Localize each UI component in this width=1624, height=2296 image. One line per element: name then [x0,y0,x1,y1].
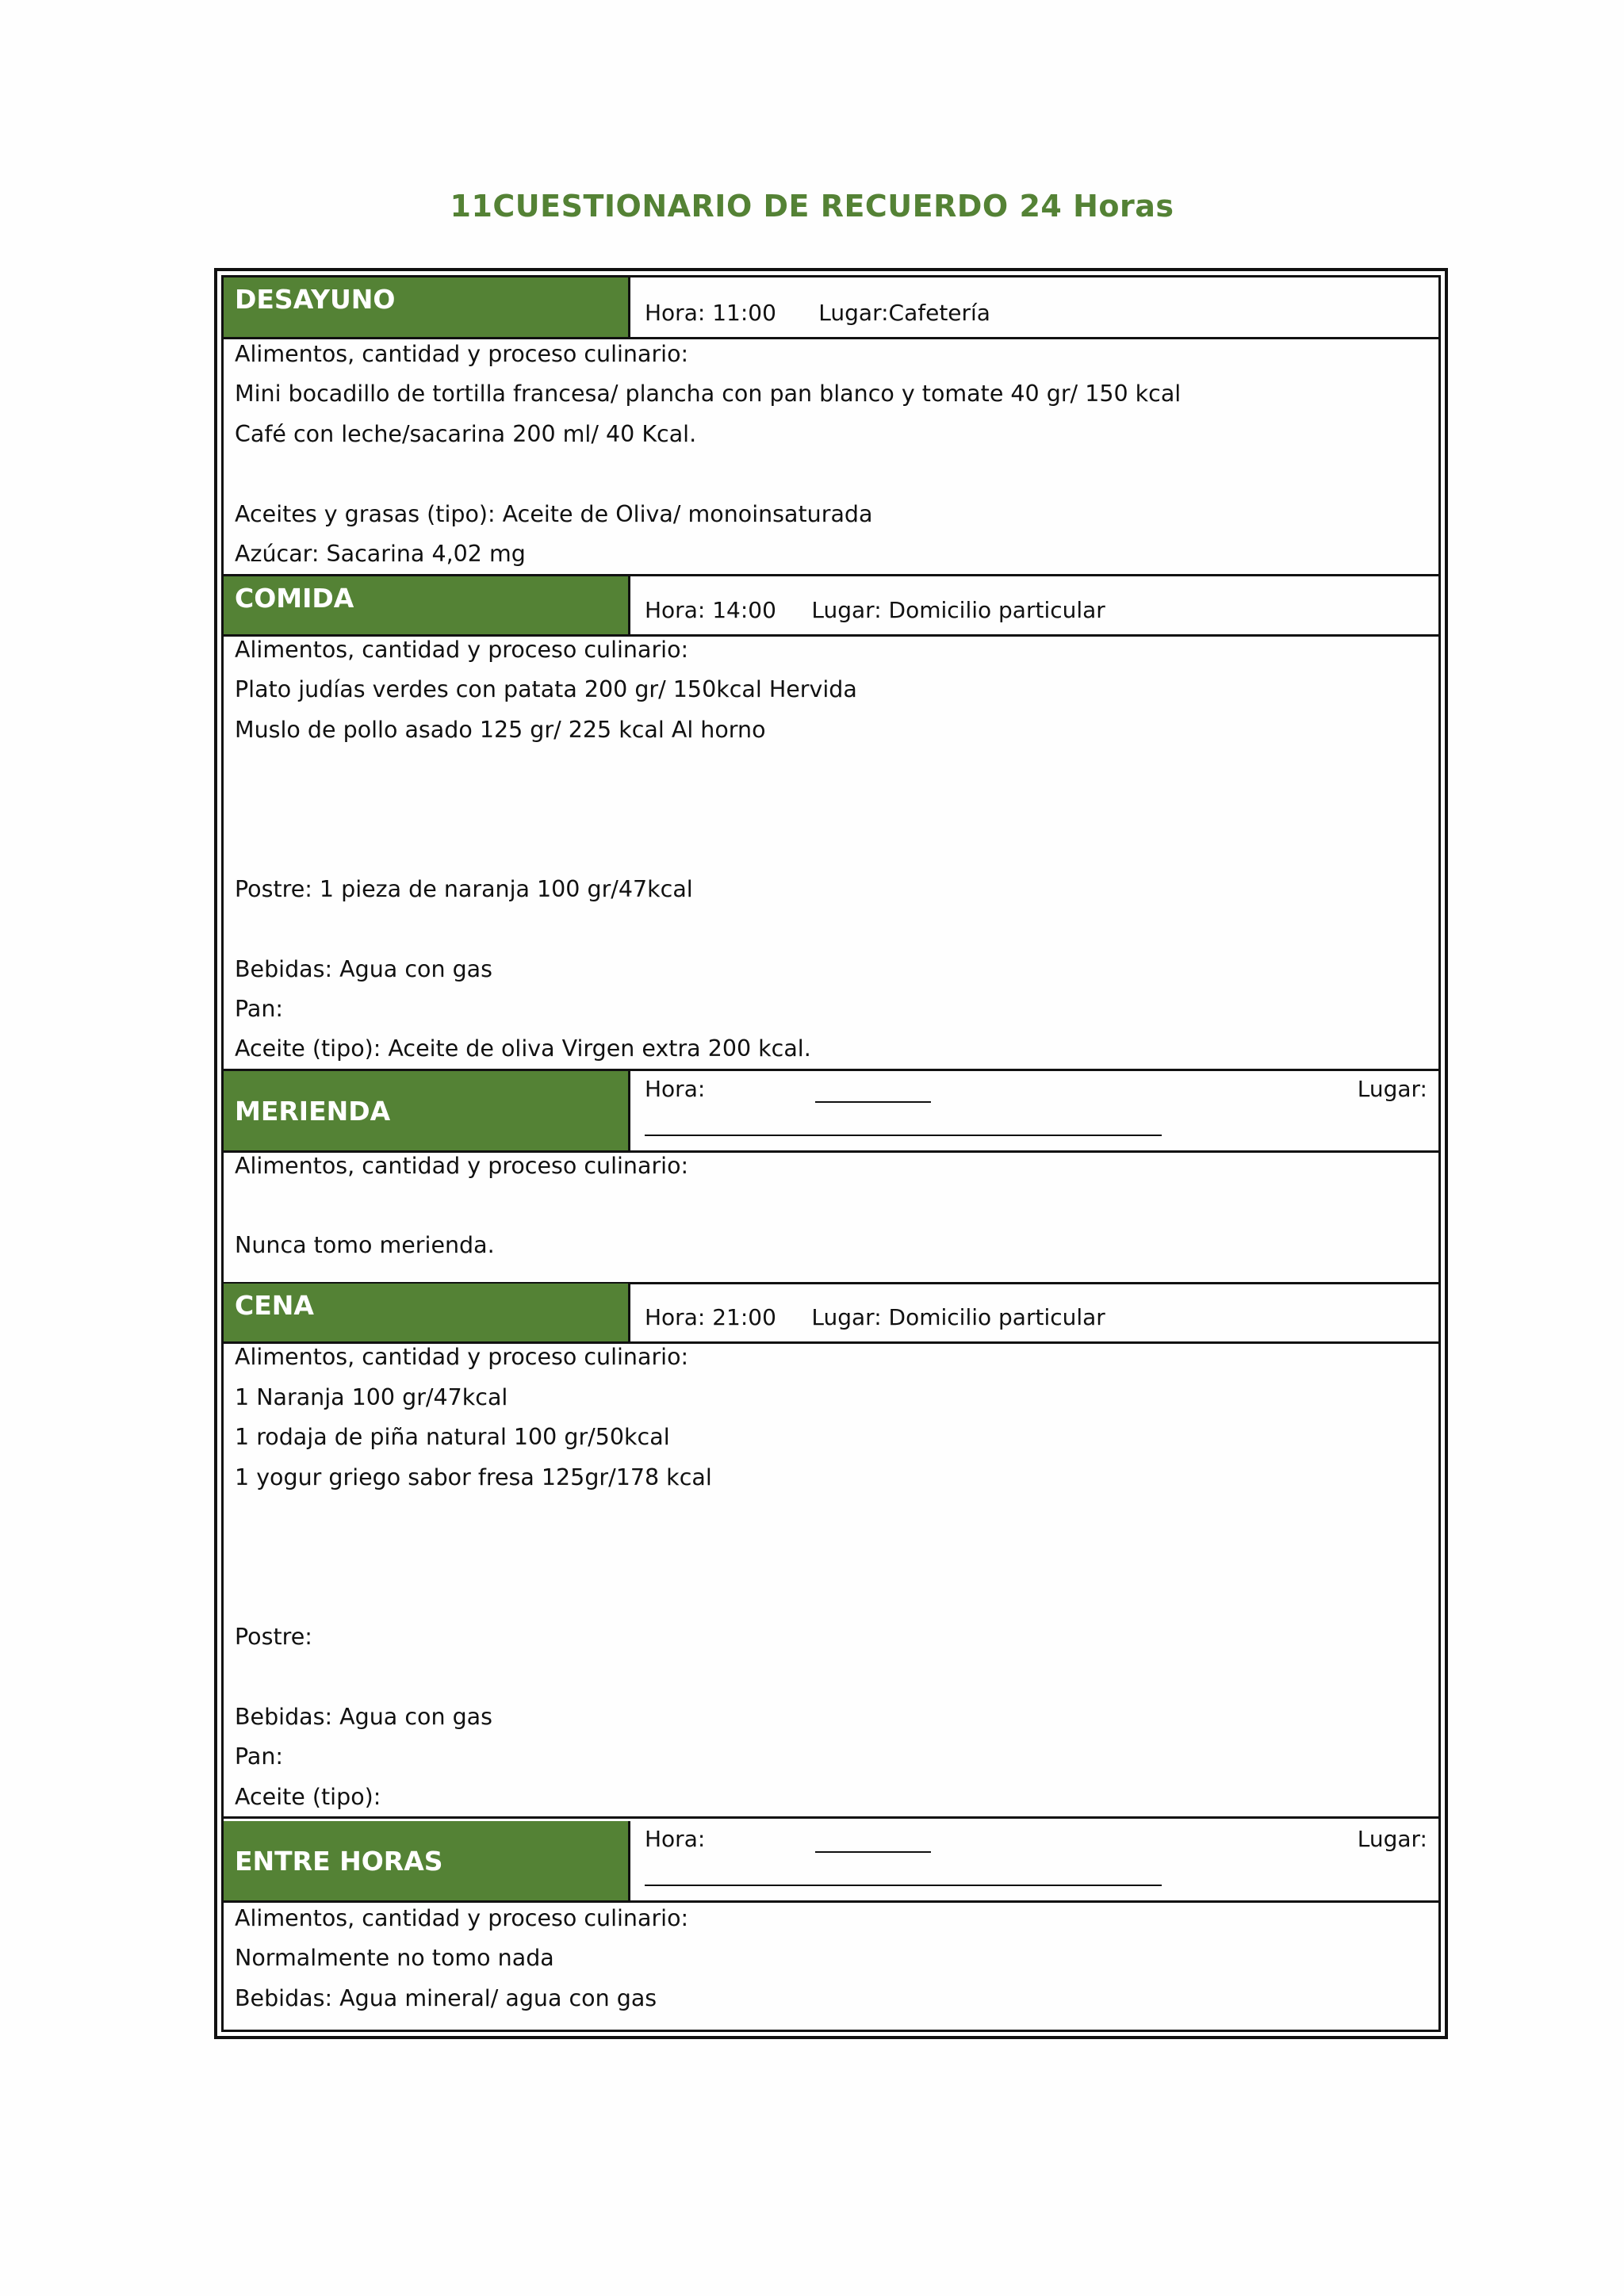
section-entre-horas [224,1821,1438,2031]
questionnaire-frame [214,268,1448,2039]
hora-lugar-cell [630,1284,1438,1341]
section-body [224,637,1438,1071]
body-line: Pan: [235,1743,284,1770]
lugar-label: Lugar: [1357,1826,1427,1852]
body-line: Postre: 1 pieza de naranja 100 gr/47kcal [235,876,693,902]
body-line: Azúcar: Sacarina 4,02 mg [235,541,526,567]
section-header [224,1284,1438,1344]
hora-blank-line [815,1101,931,1103]
body-line: Alimentos, cantidad y proceso culinario: [235,1905,689,1931]
body-line: 1 Naranja 100 gr/47kcal [235,1384,508,1410]
hora-lugar-text: Hora: 14:00 Lugar: Domicilio particular [645,597,1105,623]
section-title: COMIDA [224,576,630,634]
body-line: Postre: [235,1624,312,1650]
page-title: 11CUESTIONARIO DE RECUERDO 24 Horas [450,189,1174,224]
body-line: Pan: [235,996,284,1022]
section-title: DESAYUNO [224,277,630,337]
body-line: Nunca tomo merienda. [235,1232,495,1258]
body-line: Alimentos, cantidad y proceso culinario: [235,637,689,663]
section-body [224,1903,1438,2030]
section-desayuno [224,277,1438,576]
body-line: Alimentos, cantidad y proceso culinario: [235,1153,689,1179]
section-title: ENTRE HORAS [224,1821,630,1900]
section-header [224,1821,1438,1903]
body-line: Aceites y grasas (tipo): Aceite de Oliva/ monoinsaturada [235,501,873,527]
section-header [224,576,1438,637]
body-line: Bebidas: Agua con gas [235,956,492,982]
body-line: Bebidas: Agua con gas [235,1704,492,1730]
body-line: Normalmente no tomo nada [235,1945,554,1971]
hora-lugar-cell [630,277,1438,337]
hora-lugar-cell [630,1821,1438,1900]
hora-lugar-text: Hora: 11:00 Lugar:Cafetería [645,300,990,326]
body-line: Aceite (tipo): Aceite de oliva Virgen extra 200 kcal. [235,1035,811,1062]
section-header [224,1071,1438,1153]
section-title: CENA [224,1284,630,1341]
body-line: Café con leche/sacarina 200 ml/ 40 Kcal. [235,421,697,447]
hora-lugar-cell [630,576,1438,634]
questionnaire-table [221,275,1441,2032]
section-title: MERIENDA [224,1071,630,1150]
section-body [224,1153,1438,1284]
section-body [224,1344,1438,1819]
hora-label: Hora: [645,1826,706,1852]
body-line: 1 rodaja de piña natural 100 gr/50kcal [235,1424,670,1450]
body-line: Alimentos, cantidad y proceso culinario: [235,1344,689,1370]
hora-blank-line [815,1851,931,1853]
section-cena [224,1284,1438,1819]
body-line: Muslo de pollo asado 125 gr/ 225 kcal Al horno [235,717,766,743]
section-comida [224,576,1438,1069]
hora-lugar-cell [630,1071,1438,1150]
lugar-blank-line [645,1135,1162,1136]
body-line: Mini bocadillo de tortilla francesa/ plancha con pan blanco y tomate 40 gr/ 150 kcal [235,381,1182,407]
section-header [224,277,1438,339]
body-line: Plato judías verdes con patata 200 gr/ 150kcal Hervida [235,676,857,702]
body-line: Alimentos, cantidad y proceso culinario: [235,341,689,367]
body-line: Aceite (tipo): [235,1784,381,1810]
hora-lugar-text: Hora: 21:00 Lugar: Domicilio particular [645,1304,1105,1330]
section-merienda [224,1071,1438,1284]
section-body [224,339,1438,576]
body-line: Bebidas: Agua mineral/ agua con gas [235,1985,657,2011]
lugar-blank-line [645,1885,1162,1886]
hora-label: Hora: [645,1076,706,1102]
body-line: 1 yogur griego sabor fresa 125gr/178 kcal [235,1464,712,1490]
lugar-label: Lugar: [1357,1076,1427,1102]
